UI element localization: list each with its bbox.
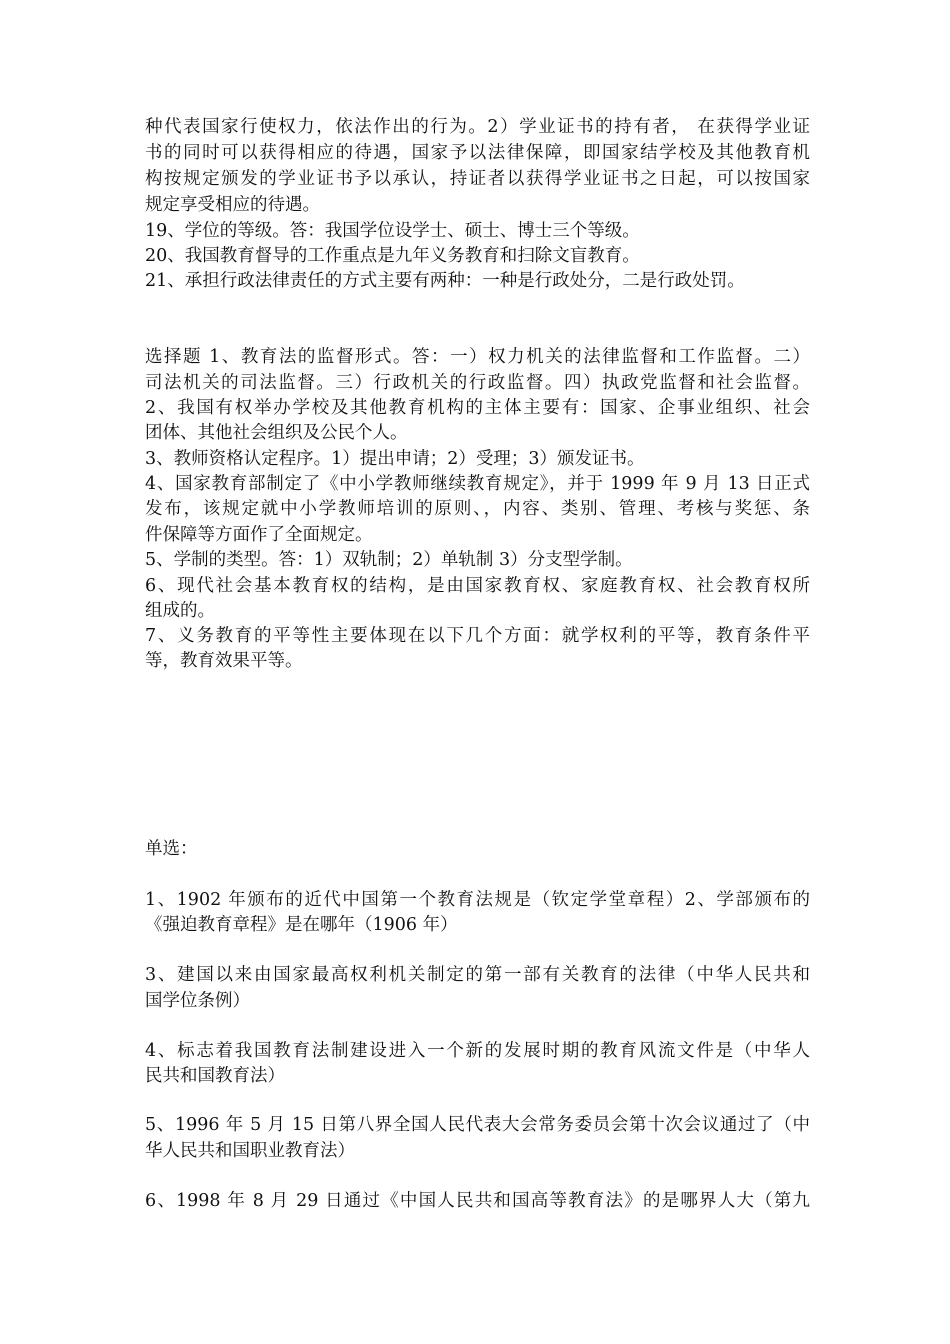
paragraph-line: 5、1996 年 5 月 15 日第八界全国人民代表大会常务委员会第十次会议通过了（中 — [145, 1115, 810, 1135]
paragraph-line: 司法机关的司法监督。三）行政机关的行政监督。四）执政党监督和社会监督。 — [145, 373, 810, 393]
paragraph-line: 5、学制的类型。答：1）双轨制；2）单轨制 3）分支型学制。 — [145, 550, 633, 570]
paragraph-line: 件保障等方面作了全面规定。 — [145, 525, 373, 545]
paragraph-line: 1、1902 年颁布的近代中国第一个教育法规是（钦定学堂章程）2、学部颁布的 — [145, 890, 810, 910]
paragraph-line: 团体、其他社会组织及公民个人。 — [145, 423, 408, 443]
paragraph-line: 选择题 1、教育法的监督形式。答：一）权力机关的法律监督和工作监督。二） — [145, 347, 810, 367]
paragraph-line: 6、1998 年 8 月 29 日通过《中国人民共和国高等教育法》的是哪界人大（第九 — [145, 1191, 810, 1211]
paragraph-line: 21、承担行政法律责任的方式主要有两种：一种是行政处分，二是行政处罚。 — [145, 271, 745, 291]
paragraph-line: 19、学位的等级。答：我国学位设学士、硕士、博士三个等级。 — [145, 221, 640, 241]
paragraph-line: 国学位条例） — [145, 991, 250, 1011]
paragraph-line: 3、教师资格认定程序。1）提出申请；2）受理；3）颁发证书。 — [145, 449, 645, 469]
paragraph-line: 规定享受相应的待遇。 — [145, 195, 320, 215]
paragraph-line: 4、标志着我国教育法制建设进入一个新的发展时期的教育风流文件是（中华人 — [145, 1041, 810, 1061]
section-title: 单选： — [145, 839, 198, 859]
paragraph-line: 2、我国有权举办学校及其他教育机构的主体主要有：国家、企事业组织、社会 — [145, 398, 810, 418]
paragraph-line: 发布，该规定就中小学教师培训的原则、，内容、类别、管理、考核与奖惩、条 — [145, 499, 810, 519]
paragraph-line: 20、我国教育督导的工作重点是九年义务教育和扫除文盲教育。 — [145, 246, 640, 266]
paragraph-line: 3、建国以来由国家最高权利机关制定的第一部有关教育的法律（中华人民共和 — [145, 965, 810, 985]
paragraph-line: 等，教育效果平等。 — [145, 651, 303, 671]
paragraph-line: 种代表国家行使权力，依法作出的行为。2）学业证书的持有者， 在获得学业证 — [145, 117, 810, 137]
paragraph-line: 4、国家教育部制定了《中小学教师继续教育规定》，并于 1999 年 9 月 13 日正式 — [145, 474, 810, 494]
paragraph-line: 《强迫教育章程》是在哪年（1906 年） — [145, 915, 458, 935]
paragraph-line: 7、义务教育的平等性主要体现在以下几个方面：就学权利的平等，教育条件平 — [145, 626, 810, 646]
paragraph-line: 6、现代社会基本教育权的结构，是由国家教育权、家庭教育权、社会教育权所 — [145, 576, 810, 596]
paragraph-line: 民共和国教育法） — [145, 1066, 285, 1086]
paragraph-line: 组成的。 — [145, 601, 215, 621]
paragraph-line: 华人民共和国职业教育法） — [145, 1141, 355, 1161]
paragraph-line: 构按规定颁发的学业证书予以承认，持证者以获得学业证书之日起，可以按国家 — [145, 169, 810, 189]
paragraph-line: 书的同时可以获得相应的待遇，国家予以法律保障，即国家结学校及其他教育机 — [145, 143, 810, 163]
